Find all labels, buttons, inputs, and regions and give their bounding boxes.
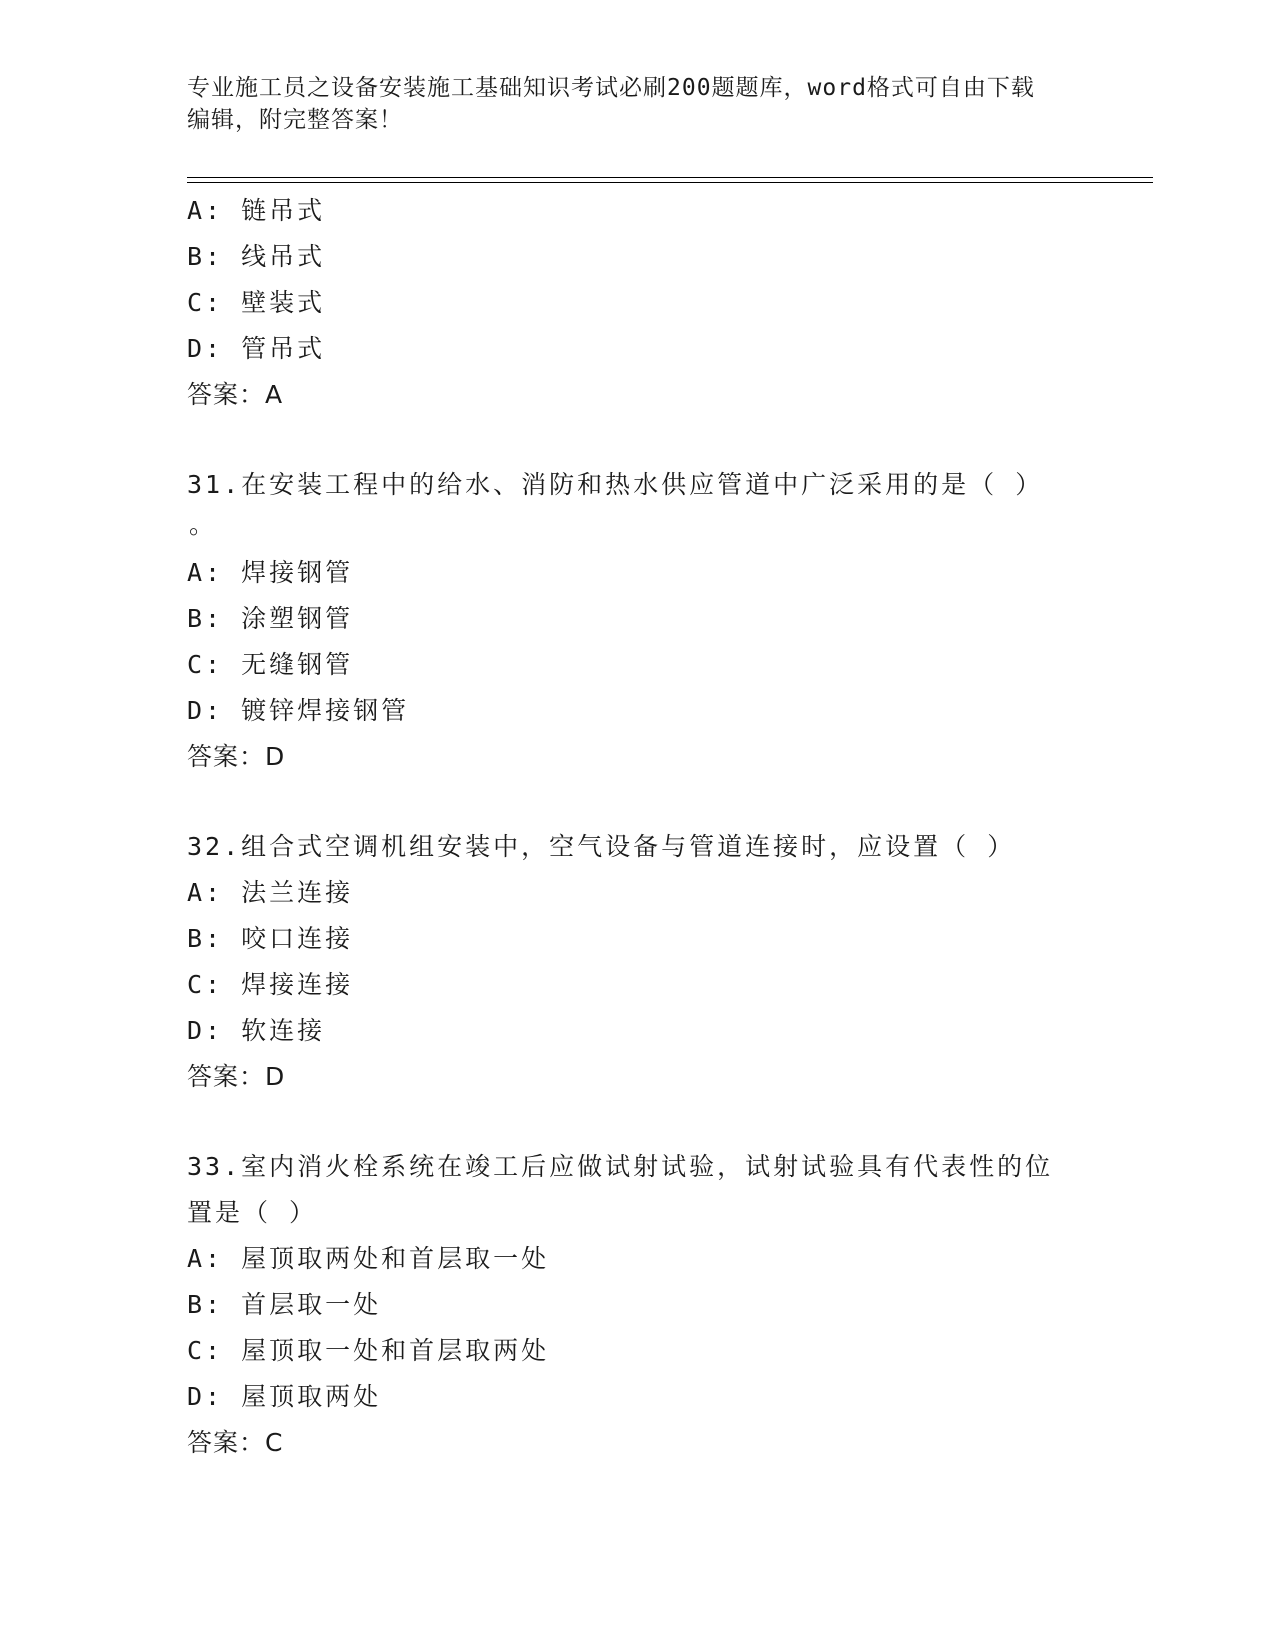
option-d: D: 软连接 [187, 1016, 326, 1045]
question-32 [187, 824, 1147, 1100]
option-a: A: 焊接钢管 [187, 558, 354, 587]
header-line-2: 编辑，附完整答案！ [187, 107, 403, 133]
answer: 答案：D [187, 1062, 286, 1091]
option-b: B: 咬口连接 [187, 924, 354, 953]
question-stem-continuation: 。 [189, 510, 218, 539]
question-30 [187, 188, 1147, 418]
option-a: A: 屋顶取两处和首层取一处 [187, 1244, 550, 1273]
option-c: C: 无缝钢管 [187, 650, 354, 679]
question-stem-line-2: 置是（ ） [187, 1198, 318, 1227]
option-b: B: 线吊式 [187, 242, 326, 271]
option-c: C: 壁装式 [187, 288, 326, 317]
document-header [187, 72, 1087, 136]
header-line-1: 专业施工员之设备安装施工基础知识考试必刷200题题库，word格式可自由下载 [187, 75, 1035, 101]
option-a: A: 链吊式 [187, 196, 326, 225]
header-divider-top [187, 177, 1153, 178]
option-b: B: 涂塑钢管 [187, 604, 354, 633]
option-d: D: 管吊式 [187, 334, 326, 363]
answer: 答案：D [187, 742, 286, 771]
question-33 [187, 1144, 1147, 1466]
option-a: A: 法兰连接 [187, 878, 354, 907]
question-stem: 32.组合式空调机组安装中，空气设备与管道连接时，应设置（ ） [187, 832, 1016, 861]
option-d: D: 镀锌焊接钢管 [187, 696, 410, 725]
question-stem-line-1: 33.室内消火栓系统在竣工后应做试射试验，试射试验具有代表性的位 [187, 1152, 1054, 1181]
answer: 答案：A [187, 380, 284, 409]
question-list [187, 188, 1147, 1466]
option-b: B: 首层取一处 [187, 1290, 382, 1319]
option-c: C: 屋顶取一处和首层取两处 [187, 1336, 550, 1365]
question-stem: 31.在安装工程中的给水、消防和热水供应管道中广泛采用的是（ ） [187, 470, 1044, 499]
header-divider-bottom [187, 182, 1153, 183]
option-d: D: 屋顶取两处 [187, 1382, 382, 1411]
answer: 答案：C [187, 1428, 284, 1457]
option-c: C: 焊接连接 [187, 970, 354, 999]
question-31 [187, 462, 1147, 780]
